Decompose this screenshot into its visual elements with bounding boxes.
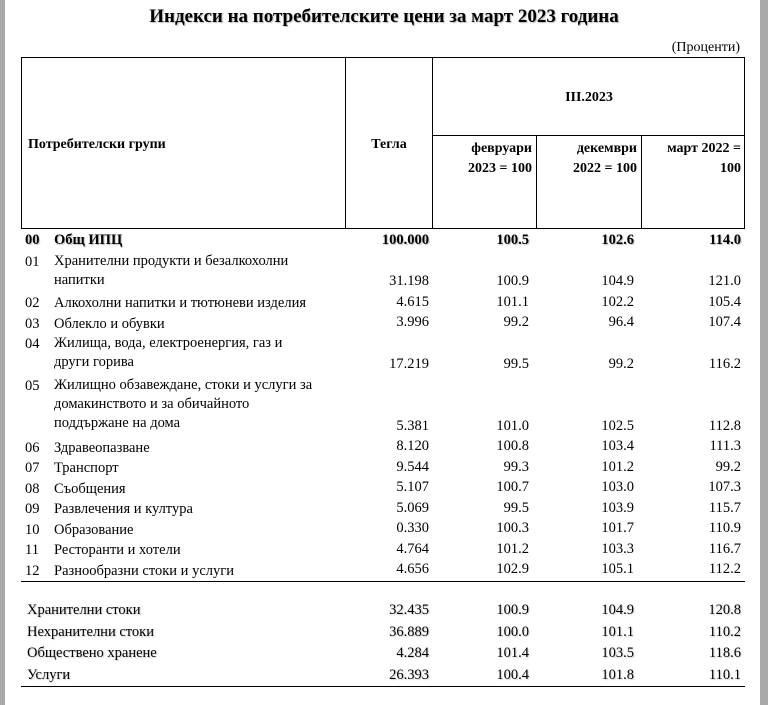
- row-name: Услуги: [27, 666, 71, 683]
- mar-index-cell: 120.8: [708, 602, 741, 618]
- dec-index-cell: 103.4: [601, 438, 634, 454]
- table-row: [21, 540, 745, 559]
- feb-index-cell: 101.2: [496, 540, 529, 557]
- mar-index-cell: 111.3: [709, 438, 741, 454]
- header-col-dec: [537, 139, 637, 179]
- mar-index-cell: 116.2: [708, 355, 741, 372]
- groups-bottom-rule: [21, 581, 745, 582]
- row-name-line: други горива: [54, 354, 134, 370]
- mar-index-cell: 112.2: [708, 561, 741, 577]
- row-name: [54, 314, 354, 334]
- row-name: Хранителни стоки: [27, 602, 141, 618]
- dec-index-cell: 104.9: [601, 273, 634, 289]
- row-name-line: Ресторанти и хотели: [54, 542, 181, 558]
- row-name-line: Образование: [54, 521, 134, 538]
- header-groups: Потребителски групи: [28, 137, 166, 152]
- weight-cell: 32.435: [389, 602, 429, 618]
- row-code: 10: [25, 521, 40, 538]
- mar-index-cell: 110.1: [708, 666, 741, 683]
- row-code: 07: [25, 460, 40, 476]
- header-period: III.2023: [565, 90, 613, 105]
- row-name: [54, 479, 354, 499]
- table-row: [21, 438, 745, 457]
- dec-index-cell: 103.5: [601, 645, 634, 661]
- weight-cell: 4.656: [396, 561, 429, 577]
- dec-index-cell: 103.3: [601, 540, 634, 557]
- weight-cell: 5.381: [396, 417, 429, 434]
- feb-index-cell: 100.5: [496, 232, 529, 248]
- row-code: 04: [25, 336, 40, 352]
- feb-index-cell: 99.5: [503, 499, 529, 516]
- row-name-line: Съобщения: [54, 480, 126, 497]
- row-name-line: напитки: [54, 271, 105, 288]
- unit-note: (Проценти): [671, 40, 740, 55]
- dec-index-cell: 101.7: [601, 520, 634, 536]
- row-name: [54, 540, 354, 560]
- feb-index-cell: 101.1: [496, 293, 529, 310]
- row-name: [54, 376, 354, 433]
- aggregate-row: [21, 643, 745, 663]
- weight-cell: 4.764: [396, 540, 429, 557]
- row-name: [54, 458, 354, 478]
- dec-index-cell: 102.6: [601, 232, 634, 248]
- weight-cell: 17.219: [389, 355, 429, 372]
- aggregate-row: [21, 600, 745, 620]
- row-name: [54, 252, 354, 290]
- mar-index-cell: 116.7: [708, 540, 741, 557]
- row-name: [54, 293, 354, 313]
- weight-cell: 0.330: [396, 520, 429, 536]
- row-name: Нехранителни стоки: [27, 623, 154, 640]
- row-name-line: Жилища, вода, електроенергия, газ и: [54, 335, 283, 351]
- aggregate-row: [21, 622, 745, 642]
- mar-index-cell: 107.3: [708, 479, 741, 495]
- dec-index-cell: 105.1: [601, 561, 634, 577]
- dec-index-cell: 101.2: [601, 458, 634, 475]
- mar-index-cell: 107.4: [708, 314, 741, 330]
- mar-index-cell: 118.6: [708, 645, 741, 661]
- weight-cell: 8.120: [396, 438, 429, 454]
- header-divider: [432, 135, 744, 136]
- aggregate-row: [21, 665, 745, 685]
- table-row: [21, 252, 745, 292]
- feb-index-cell: 99.2: [503, 314, 529, 330]
- row-name: [54, 520, 354, 540]
- row-code: 12: [25, 562, 40, 579]
- dec-index-cell: 102.5: [601, 417, 634, 434]
- weight-cell: 31.198: [389, 273, 429, 289]
- row-code: 05: [25, 377, 40, 394]
- table-row-total: [21, 230, 745, 250]
- table-row: [21, 520, 745, 539]
- row-name-line: Хранителни продукти и безалкохолни: [54, 252, 289, 269]
- header-col-feb-line2: 2023 = 100: [468, 161, 532, 176]
- dec-index-cell: 101.8: [601, 666, 634, 683]
- feb-index-cell: 101.0: [496, 417, 529, 434]
- header-col-dec-line1: декември: [576, 141, 637, 156]
- page-edge-right: [760, 0, 768, 705]
- row-name-line: Здравеопазване: [54, 439, 150, 456]
- mar-index-cell: 121.0: [708, 273, 741, 289]
- weight-cell: 4.284: [396, 645, 429, 661]
- table-row: [21, 334, 745, 374]
- row-name: Обществено хранене: [27, 645, 157, 661]
- feb-index-cell: 99.3: [503, 458, 529, 475]
- header-col-feb: [433, 139, 532, 179]
- row-name-line: домакинството и за обичайното: [54, 395, 250, 412]
- table-row: [21, 499, 745, 518]
- row-name-line: Разнообразни стоки и услуги: [54, 562, 234, 579]
- weight-cell: 5.069: [396, 499, 429, 516]
- row-name-line: Жилищно обзавеждане, стоки и услуги за: [54, 376, 313, 393]
- dec-index-cell: 103.0: [601, 479, 634, 495]
- page-edge-left: [0, 0, 5, 705]
- weight-cell: 3.996: [396, 314, 429, 330]
- feb-index-cell: 100.9: [496, 273, 529, 289]
- feb-index-cell: 100.8: [496, 438, 529, 454]
- dec-index-cell: 96.4: [608, 314, 634, 330]
- header-col-mar-line1: март 2022 =: [667, 141, 741, 156]
- dec-index-cell: 102.2: [601, 293, 634, 310]
- weight-cell: 100.000: [381, 232, 429, 248]
- table-row: [21, 293, 745, 312]
- feb-index-cell: 100.9: [496, 602, 529, 618]
- row-name-line: Алкохолни напитки и тютюневи изделия: [54, 295, 306, 311]
- weight-cell: 26.393: [389, 666, 429, 683]
- table-row: [21, 561, 745, 580]
- weight-cell: 5.107: [396, 479, 429, 495]
- dec-index-cell: 101.1: [601, 623, 634, 640]
- table-row: [21, 314, 745, 333]
- row-code: 09: [25, 501, 40, 517]
- feb-index-cell: 100.7: [496, 479, 529, 495]
- feb-index-cell: 100.0: [496, 623, 529, 640]
- mar-index-cell: 110.2: [708, 623, 741, 640]
- row-code: 03: [25, 315, 40, 332]
- table-row: [21, 479, 745, 498]
- page-title: Индекси на потребителските цени за март 2023 година: [149, 6, 619, 27]
- weight-cell: 4.615: [396, 293, 429, 310]
- row-name: Общ ИПЦ: [54, 232, 123, 248]
- row-name: [54, 561, 354, 581]
- dec-index-cell: 99.2: [608, 355, 634, 372]
- table-header: [21, 57, 745, 229]
- header-weight: Тегла: [371, 137, 407, 152]
- aggregates-bottom-rule: [21, 686, 745, 687]
- feb-index-cell: 100.3: [496, 520, 529, 536]
- mar-index-cell: 114.0: [709, 232, 741, 248]
- mar-index-cell: 105.4: [708, 293, 741, 310]
- dec-index-cell: 104.9: [601, 602, 634, 618]
- row-code: 01: [25, 253, 40, 270]
- row-code: 08: [25, 480, 40, 497]
- row-name-line: Транспорт: [54, 460, 119, 476]
- weight-cell: 36.889: [389, 623, 429, 640]
- feb-index-cell: 102.9: [496, 561, 529, 577]
- mar-index-cell: 99.2: [715, 458, 741, 475]
- feb-index-cell: 101.4: [496, 645, 529, 661]
- row-name: [54, 499, 354, 519]
- mar-index-cell: 112.8: [708, 417, 741, 434]
- row-code: 02: [25, 295, 40, 311]
- table-row: [21, 458, 745, 477]
- header-col-dec-line2: 2022 = 100: [573, 161, 637, 176]
- feb-index-cell: 99.5: [503, 355, 529, 372]
- row-name: [54, 438, 354, 458]
- row-code: 11: [25, 542, 39, 558]
- weight-cell: 9.544: [396, 458, 429, 475]
- header-col-mar: [642, 139, 741, 179]
- row-name-line: поддържане на дома: [54, 414, 181, 431]
- header-col-feb-line1: февруари: [471, 141, 532, 156]
- table-row: [21, 376, 745, 436]
- row-code: 00: [25, 232, 40, 248]
- row-name-line: Облекло и обувки: [54, 315, 165, 332]
- row-name-line: Развлечения и култура: [54, 501, 193, 517]
- row-name: [54, 334, 354, 372]
- row-code: 06: [25, 439, 40, 456]
- mar-index-cell: 110.9: [708, 520, 741, 536]
- dec-index-cell: 103.9: [601, 499, 634, 516]
- mar-index-cell: 115.7: [708, 499, 741, 516]
- feb-index-cell: 100.4: [496, 666, 529, 683]
- header-col-mar-line2: 100: [720, 161, 741, 176]
